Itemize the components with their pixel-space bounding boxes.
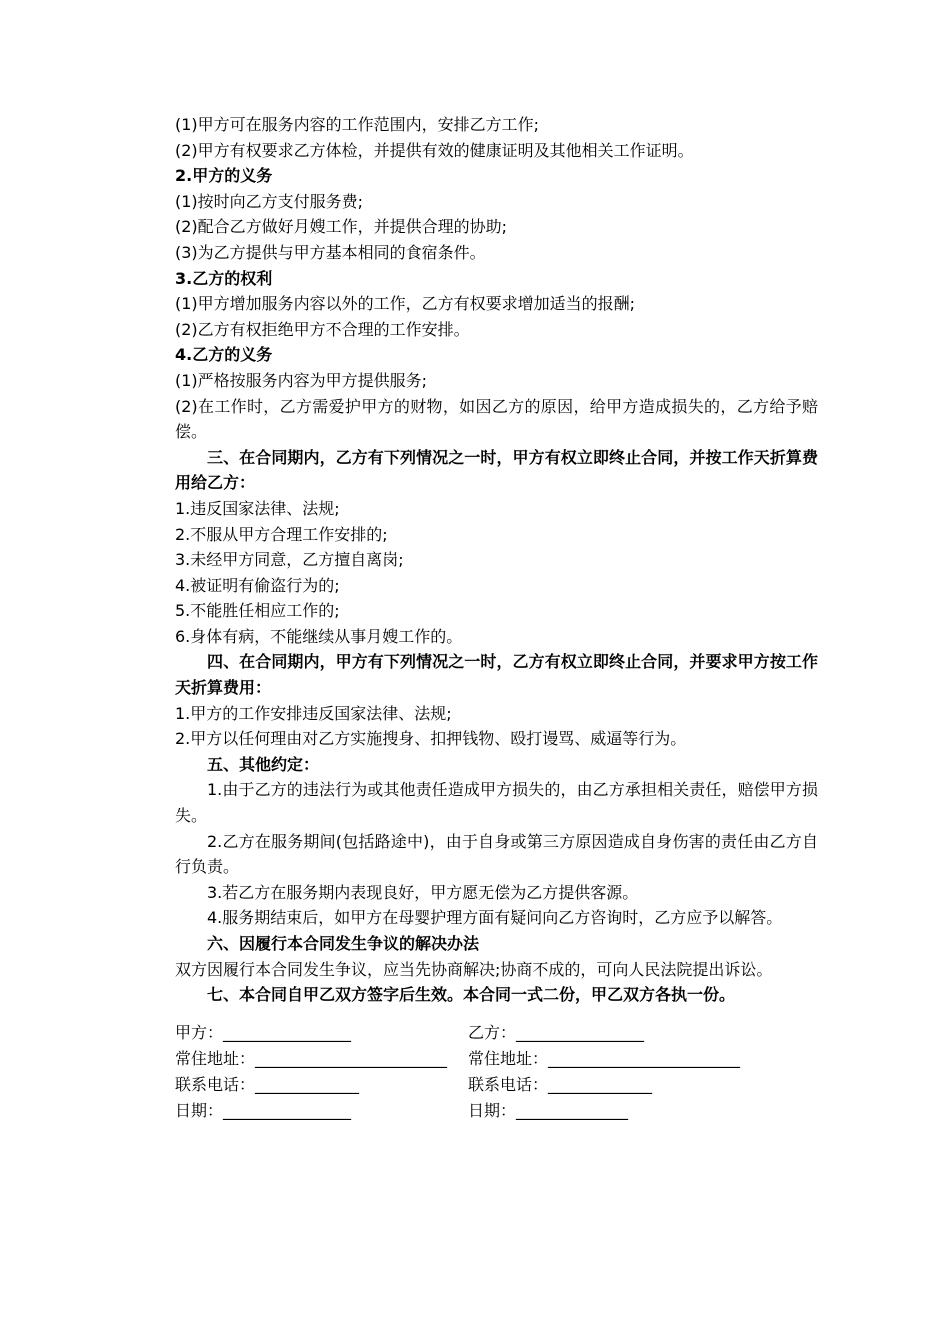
paragraph: (1)严格按服务内容为甲方提供服务;	[175, 370, 428, 390]
signature-row	[175, 1072, 818, 1098]
contract-document	[175, 112, 818, 1124]
paragraph: (1)甲方可在服务内容的工作范围内，安排乙方工作;	[175, 115, 540, 134]
paragraph: 4.被证明有偷盗行为的;	[175, 575, 340, 595]
paragraph: (2)甲方有权要求乙方体检，并提供有效的健康证明及其他相关工作证明。	[175, 140, 694, 160]
signature-field-right: 常住地址：________________________	[468, 1048, 741, 1068]
paragraph: 六、因履行本合同发生争议的解决办法	[207, 934, 480, 953]
paragraph: (1)甲方增加服务内容以外的工作，乙方有权要求增加适当的报酬;	[175, 294, 636, 314]
paragraph: 2.乙方在服务期间(包括路途中)，由于自身或第三方原因造成自身伤害的责任由乙方自行负责。	[175, 831, 818, 877]
signature-field-right: 联系电话：_____________	[468, 1074, 653, 1094]
paragraph: 3.未经甲方同意，乙方擅自离岗;	[175, 550, 404, 570]
paragraph: (2)配合乙方做好月嫂工作，并提供合理的协助;	[175, 217, 508, 237]
paragraph: 3.乙方的权利	[175, 268, 273, 288]
paragraph: 4.乙方的义务	[175, 345, 273, 365]
paragraph: 4.服务期结束后，如甲方在母婴护理方面有疑问向乙方咨询时，乙方应予以解答。	[207, 908, 783, 928]
paragraph: 3.若乙方在服务期内表现良好，甲方愿无偿为乙方提供客源。	[207, 882, 639, 902]
paragraph: 1.甲方的工作安排违反国家法律、法规;	[175, 703, 452, 723]
signature-field-right: 乙方：________________	[468, 1022, 645, 1042]
signature-field-right: 日期：______________	[468, 1100, 629, 1120]
paragraph: 七、本合同自甲乙双方签字后生效。本合同一式二份，甲乙双方各执一份。	[207, 985, 736, 1005]
signature-row	[175, 1020, 818, 1046]
paragraph: 双方因履行本合同发生争议，应当先协商解决;协商不成的，可向人民法院提出诉讼。	[175, 959, 773, 979]
signature-row	[175, 1046, 818, 1072]
paragraph: 5.不能胜任相应工作的;	[175, 601, 340, 621]
paragraph: 2.甲方以任何理由对乙方实施搜身、扣押钱物、殴打谩骂、威逼等行为。	[175, 729, 687, 749]
signature-field-left: 常住地址：________________________	[175, 1048, 448, 1068]
paragraph: 6.身体有病，不能继续从事月嫂工作的。	[175, 626, 463, 646]
paragraph: (1)按时向乙方支付服务费;	[175, 191, 364, 211]
signature-block	[175, 1020, 818, 1124]
signature-field-left: 日期：________________	[175, 1100, 352, 1120]
paragraph: 五、其他约定：	[207, 754, 320, 774]
paragraph: 三、在合同期内，乙方有下列情况之一时，甲方有权立即终止合同，并按工作天折算费用给乙方：	[175, 447, 818, 493]
signature-field-left: 联系电话：_____________	[175, 1074, 360, 1094]
paragraph: 1.由于乙方的违法行为或其他责任造成甲方损失的，由乙方承担相关责任，赔偿甲方损失。	[175, 780, 818, 826]
paragraph: 1.违反国家法律、法规;	[175, 498, 340, 518]
paragraph: 2.不服从甲方合理工作安排的;	[175, 524, 388, 544]
paragraph: (2)在工作时，乙方需爱护甲方的财物，如因乙方的原因，给甲方造成损失的，乙方给予赔偿。	[175, 396, 818, 442]
paragraph: (3)为乙方提供与甲方基本相同的食宿条件。	[175, 242, 486, 262]
signature-field-left: 甲方：________________	[175, 1022, 352, 1042]
paragraph: (2)乙方有权拒绝甲方不合理的工作安排。	[175, 319, 470, 339]
paragraph: 2.甲方的义务	[175, 166, 273, 186]
contract-body	[175, 112, 818, 1008]
signature-row	[175, 1098, 818, 1124]
paragraph: 四、在合同期内，甲方有下列情况之一时，乙方有权立即终止合同，并要求甲方按工作天折算费用：	[175, 652, 818, 698]
